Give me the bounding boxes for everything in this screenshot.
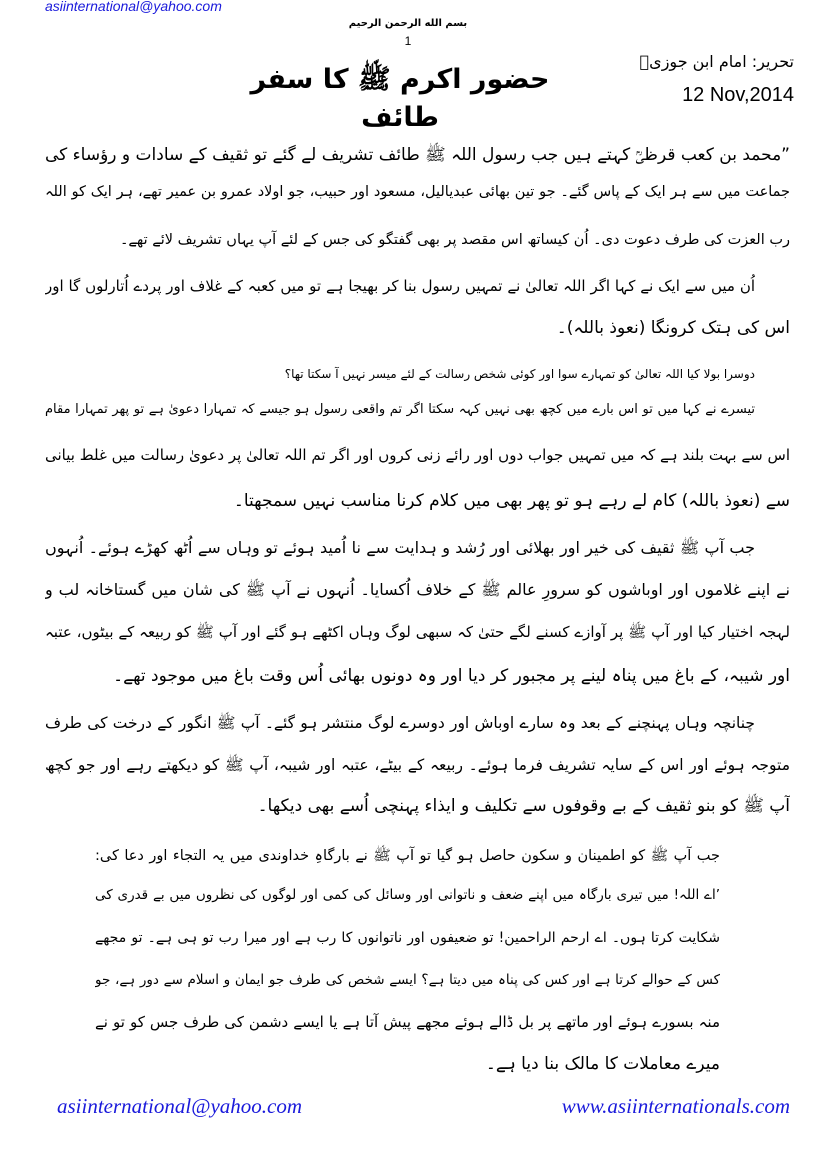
body-text-line: جب آپ ﷺ کو اطمینان و سکون حاصل ہو گیا تو آپ ﷺ نے بارگاہِ خداوندی میں یہ التجاء اور دعا کی:	[95, 848, 720, 864]
footer-website-link[interactable]: www.asiinternationals.com	[561, 1094, 790, 1118]
body-text-line: ”محمد بن کعب قرظیؒ کہتے ہیں جب رسول اللہ ﷺ طائف تشریف لے گئے تو ثقیف کے سادات و رؤساء کی	[45, 145, 790, 165]
body-text-line: شکایت کرتا ہوں۔ اے ارحم الراحمین! تو ضعیفوں اور ناتوانوں کا رب ہے اور میرا رب تو ہی ہے۔ تو مجھے	[95, 930, 720, 946]
footer-email-link[interactable]: asiinternational@yahoo.com	[57, 1094, 303, 1118]
body-text-line: تیسرے نے کہا میں تو اس بارے میں کچھ بھی نہیں کہہ سکتا اگر تم واقعی رسول ہو جیسے کہ تمہارا دعویٰ ہے تو پھر تمہارا مقام	[45, 402, 755, 417]
body-text-line: منہ بسورے ہوئے اور ماتھے پر بل ڈالے ہوئے مجھے پیش آتا ہے یا ایسے دشمن کی طرف جس کو تو نے	[95, 1013, 720, 1031]
body-text-line: میرے معاملات کا مالک بنا دیا ہے۔	[485, 1054, 720, 1074]
bismillah: بسم الله الرحمن الرحيم	[348, 18, 468, 29]
header-email-link[interactable]: asiinternational@yahoo.com	[45, 0, 222, 14]
body-text-line: اس کی ہتک کرونگا (نعوذ باللہ)۔	[556, 318, 790, 338]
body-text-line: لہجہ اختیار کیا اور آپ ﷺ پر آوازے کسنے لگے حتیٰ کہ سبھی لوگ وہاں اکٹھے ہو گئے اور آپ ﷺ کو ربیعہ کے بیٹوں، عتبہ	[45, 623, 790, 641]
body-text-line: متوجہ ہوئے اور اس کے سایہ تشریف فرما ہوئے۔ ربیعہ کے بیٹے، عتبہ اور شیبہ، آپ ﷺ کو دیکھتے رہے اور جو کچھ	[45, 756, 790, 774]
body-text-line: چنانچہ وہاں پہنچنے کے بعد وہ سارے اوباش اور دوسرے لوگ منتشر ہو گئے۔ آپ ﷺ انگور کے درخت کی طرف	[45, 714, 755, 732]
body-text-line: دوسرا بولا کیا اللہ تعالیٰ کو تمہارے سوا اور کوئی شخص رسالت کے لئے میسر نہیں آ سکتا تھا؟	[284, 367, 755, 381]
body-text-line: سے (نعوذ باللہ) کام لے رہے ہو تو پھر بھی میں کلام کرنا مناسب نہیں سمجھتا۔	[233, 491, 790, 511]
body-text-line: اور شیبہ، کے باغ میں پناہ لینے پر مجبور کر دیا اور وہ دونوں بھائی اُس وقت باغ میں موجود تھے۔	[113, 666, 790, 686]
body-text-line: ’اے اللہ! میں تیری بارگاہ میں اپنے ضعف و ناتوانی اور وسائل کی کمی اور لوگوں کی نظروں میں بے قدری کی	[95, 887, 720, 903]
body-text-line: اس سے بہت بلند ہے کہ میں تمہیں جواب دوں اور رائے زنی کروں اور اگر تم اللہ تعالیٰ پر دعویٰ رسالت میں غلط بیانی	[45, 446, 790, 464]
document-date: 12 Nov,2014	[682, 84, 794, 106]
body-text-line: رب العزت کی طرف دعوت دی۔ اُن کیساتھ اس مقصد پر بھی گفتگو کی جس کے لئے آپ یہاں تشریف لائے تھے۔	[119, 232, 790, 248]
author-line: تحریر: امام ابن جوزیؒ	[639, 52, 794, 71]
body-text-line: جب آپ ﷺ ثقیف کی خیر اور بھلائی اور رُشد و ہدایت سے نا اُمید ہوئے تو وہاں سے اُٹھ کھڑے ہوئے۔ اُنہوں	[45, 538, 755, 557]
body-text-line: اُن میں سے ایک نے کہا اگر اللہ تعالیٰ نے تمہیں رسول بنا کر بھیجا ہے تو میں کعبہ کے غلاف اور پردے اُتارلوں گا اور	[45, 277, 755, 295]
body-text-line: جماعت میں سے ہر ایک کے پاس گئے۔ جو تین بھائی عبدیالیل، مسعود اور حبیب، جو اولاد عمرو بن عمیر تھے، ہر ایک کو اللہ	[45, 184, 790, 200]
document-title: حضور اکرم ﷺ کا سفر طائف	[250, 64, 550, 133]
body-text-line: نے اپنے غلاموں اور اوباشوں کو سرورِ عالم ﷺ کے خلاف اُکسایا۔ اُنہوں نے آپ ﷺ کی شان میں گستاخانہ لب و	[45, 580, 790, 599]
body-text-line: کس کے حوالے کرتا ہے اور کس کی پناہ میں دیتا ہے؟ ایسے شخص کی طرف جو ایمان و اسلام سے دور ہے، جو	[95, 972, 720, 988]
page-number: 1	[404, 34, 412, 48]
body-text-line: آپ ﷺ کو بنو ثقیف کے بے وقوفوں سے تکلیف و ایذاء پہنچی اُسے بھی دیکھا۔	[257, 796, 790, 816]
